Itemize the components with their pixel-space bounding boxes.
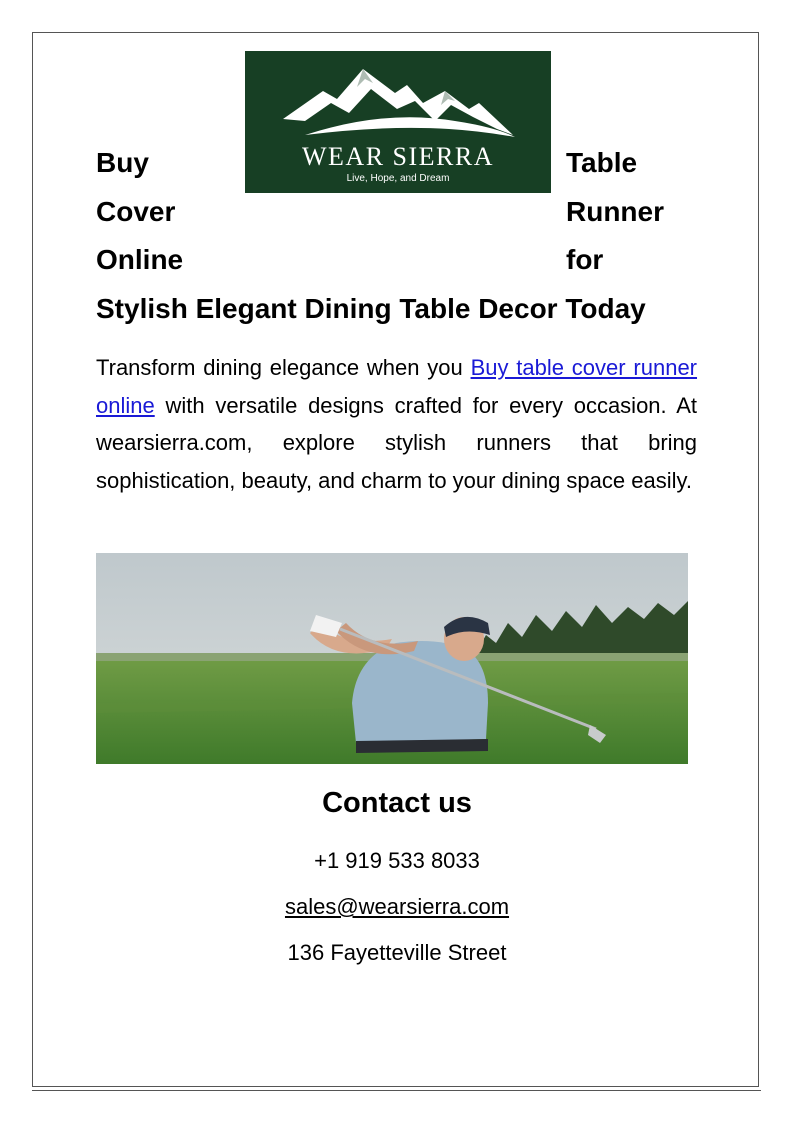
heading-word-buy: Buy (96, 147, 149, 178)
mountain-logo-icon (245, 51, 551, 193)
body-intro: Transform dining elegance when you (96, 355, 471, 380)
page-title-subline: Stylish Elegant Dining Table Decor Today (96, 293, 646, 324)
heading-word-online: Online (96, 244, 184, 275)
body-rest: with versatile designs crafted for every occasion. At wearsierra.com, explore stylish runners that bring sophistication, beauty, and charm to your dining space easily. (96, 392, 697, 493)
heading-word-for: for (566, 244, 604, 275)
logo-brand-text: WEAR SIERRA (302, 142, 494, 171)
contact-phone: +1 919 533 8033 (314, 848, 480, 873)
body-paragraph (96, 349, 697, 499)
contact-heading: Contact us (322, 787, 472, 819)
contact-email-link[interactable]: sales@wearsierra.com (284, 894, 510, 919)
contact-address: 136 Fayetteville Street (287, 940, 507, 965)
logo-tagline: Live, Hope, and Dream (346, 173, 450, 184)
heading-word-runner: Runner (566, 196, 664, 227)
heading-word-cover: Cover (96, 196, 176, 227)
page-border-bottom (32, 1090, 761, 1091)
heading-word-table: Table (566, 147, 638, 178)
buy-table-cover-link[interactable]: Buy table cover runner online (96, 355, 698, 418)
wear-sierra-logo (245, 51, 551, 193)
golf-swing-image-icon (96, 553, 688, 764)
golfer-photo (96, 553, 688, 764)
